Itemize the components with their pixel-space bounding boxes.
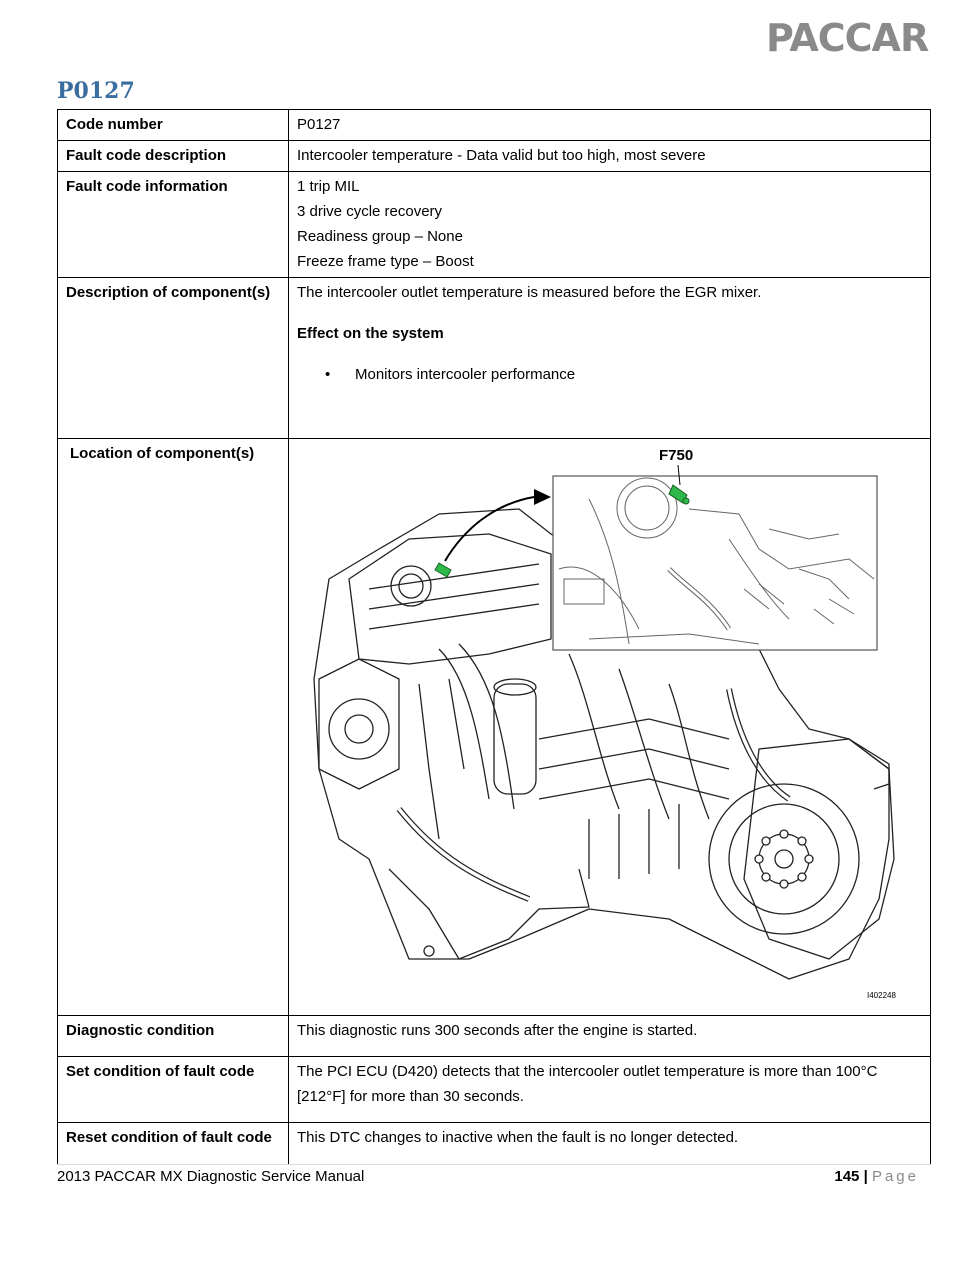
reset-condition-label: Reset condition of fault code: [58, 1123, 289, 1165]
list-item: [297, 362, 922, 387]
table-row: [58, 1123, 931, 1165]
fault-information-label: Fault code information: [58, 172, 289, 278]
footer-page-indicator: [834, 1168, 919, 1185]
table-row: [58, 172, 931, 278]
diagnostic-condition-value: This diagnostic runs 300 seconds after the engine is started.: [289, 1016, 931, 1057]
figure-id: I402248: [867, 991, 896, 1000]
diagnostic-condition-label: Diagnostic condition: [58, 1016, 289, 1057]
paccar-logo: PACCAR: [766, 16, 929, 60]
bullet-icon: •: [325, 366, 331, 383]
page-word: Page: [871, 1168, 919, 1185]
effect-heading: Effect on the system: [297, 325, 444, 342]
fault-info-line: 1 trip MIL: [297, 178, 360, 195]
table-row: [58, 1016, 931, 1057]
engine-illustration: [289, 439, 930, 1014]
component-description-value: [289, 278, 931, 439]
table-row: [58, 110, 931, 141]
set-condition-label: Set condition of fault code: [58, 1057, 289, 1123]
fault-info-line: Readiness group – None: [297, 228, 463, 245]
table-row: [58, 278, 931, 439]
set-condition-line: The PCI ECU (D420) detects that the intercooler outlet temperature is more than 100°C: [297, 1063, 878, 1080]
fault-info-line: 3 drive cycle recovery: [297, 203, 443, 220]
table-row: [58, 439, 931, 1016]
code-number-value: P0127: [289, 110, 931, 141]
figure-callout-label: F750: [659, 447, 694, 464]
fault-info-line: Freeze frame type – Boost: [297, 253, 474, 270]
fault-description-value: Intercooler temperature - Data valid but too high, most severe: [289, 141, 931, 172]
reset-condition-value: This DTC changes to inactive when the fault is no longer detected.: [289, 1123, 931, 1165]
set-condition-line: [212°F] for more than 30 seconds.: [297, 1088, 524, 1105]
table-row: [58, 141, 931, 172]
code-number-label: Code number: [58, 110, 289, 141]
location-label: Location of component(s): [58, 439, 289, 1016]
page-separator: |: [863, 1168, 868, 1185]
effect-bullet-text: Monitors intercooler performance: [355, 366, 576, 383]
component-description-text: The intercooler outlet temperature is measured before the EGR mixer.: [297, 284, 762, 301]
engine-figure-cell: [289, 439, 931, 1016]
fault-code-table: [57, 109, 931, 1165]
fault-description-label: Fault code description: [58, 141, 289, 172]
footer-divider: [57, 1164, 931, 1165]
page-title: P0127: [57, 78, 135, 104]
set-condition-value: [289, 1057, 931, 1123]
fault-information-value: [289, 172, 931, 278]
page-number: 145: [834, 1168, 860, 1185]
component-description-label: Description of component(s): [58, 278, 289, 439]
table-row: [58, 1057, 931, 1123]
footer-manual-title: 2013 PACCAR MX Diagnostic Service Manual: [57, 1168, 365, 1185]
